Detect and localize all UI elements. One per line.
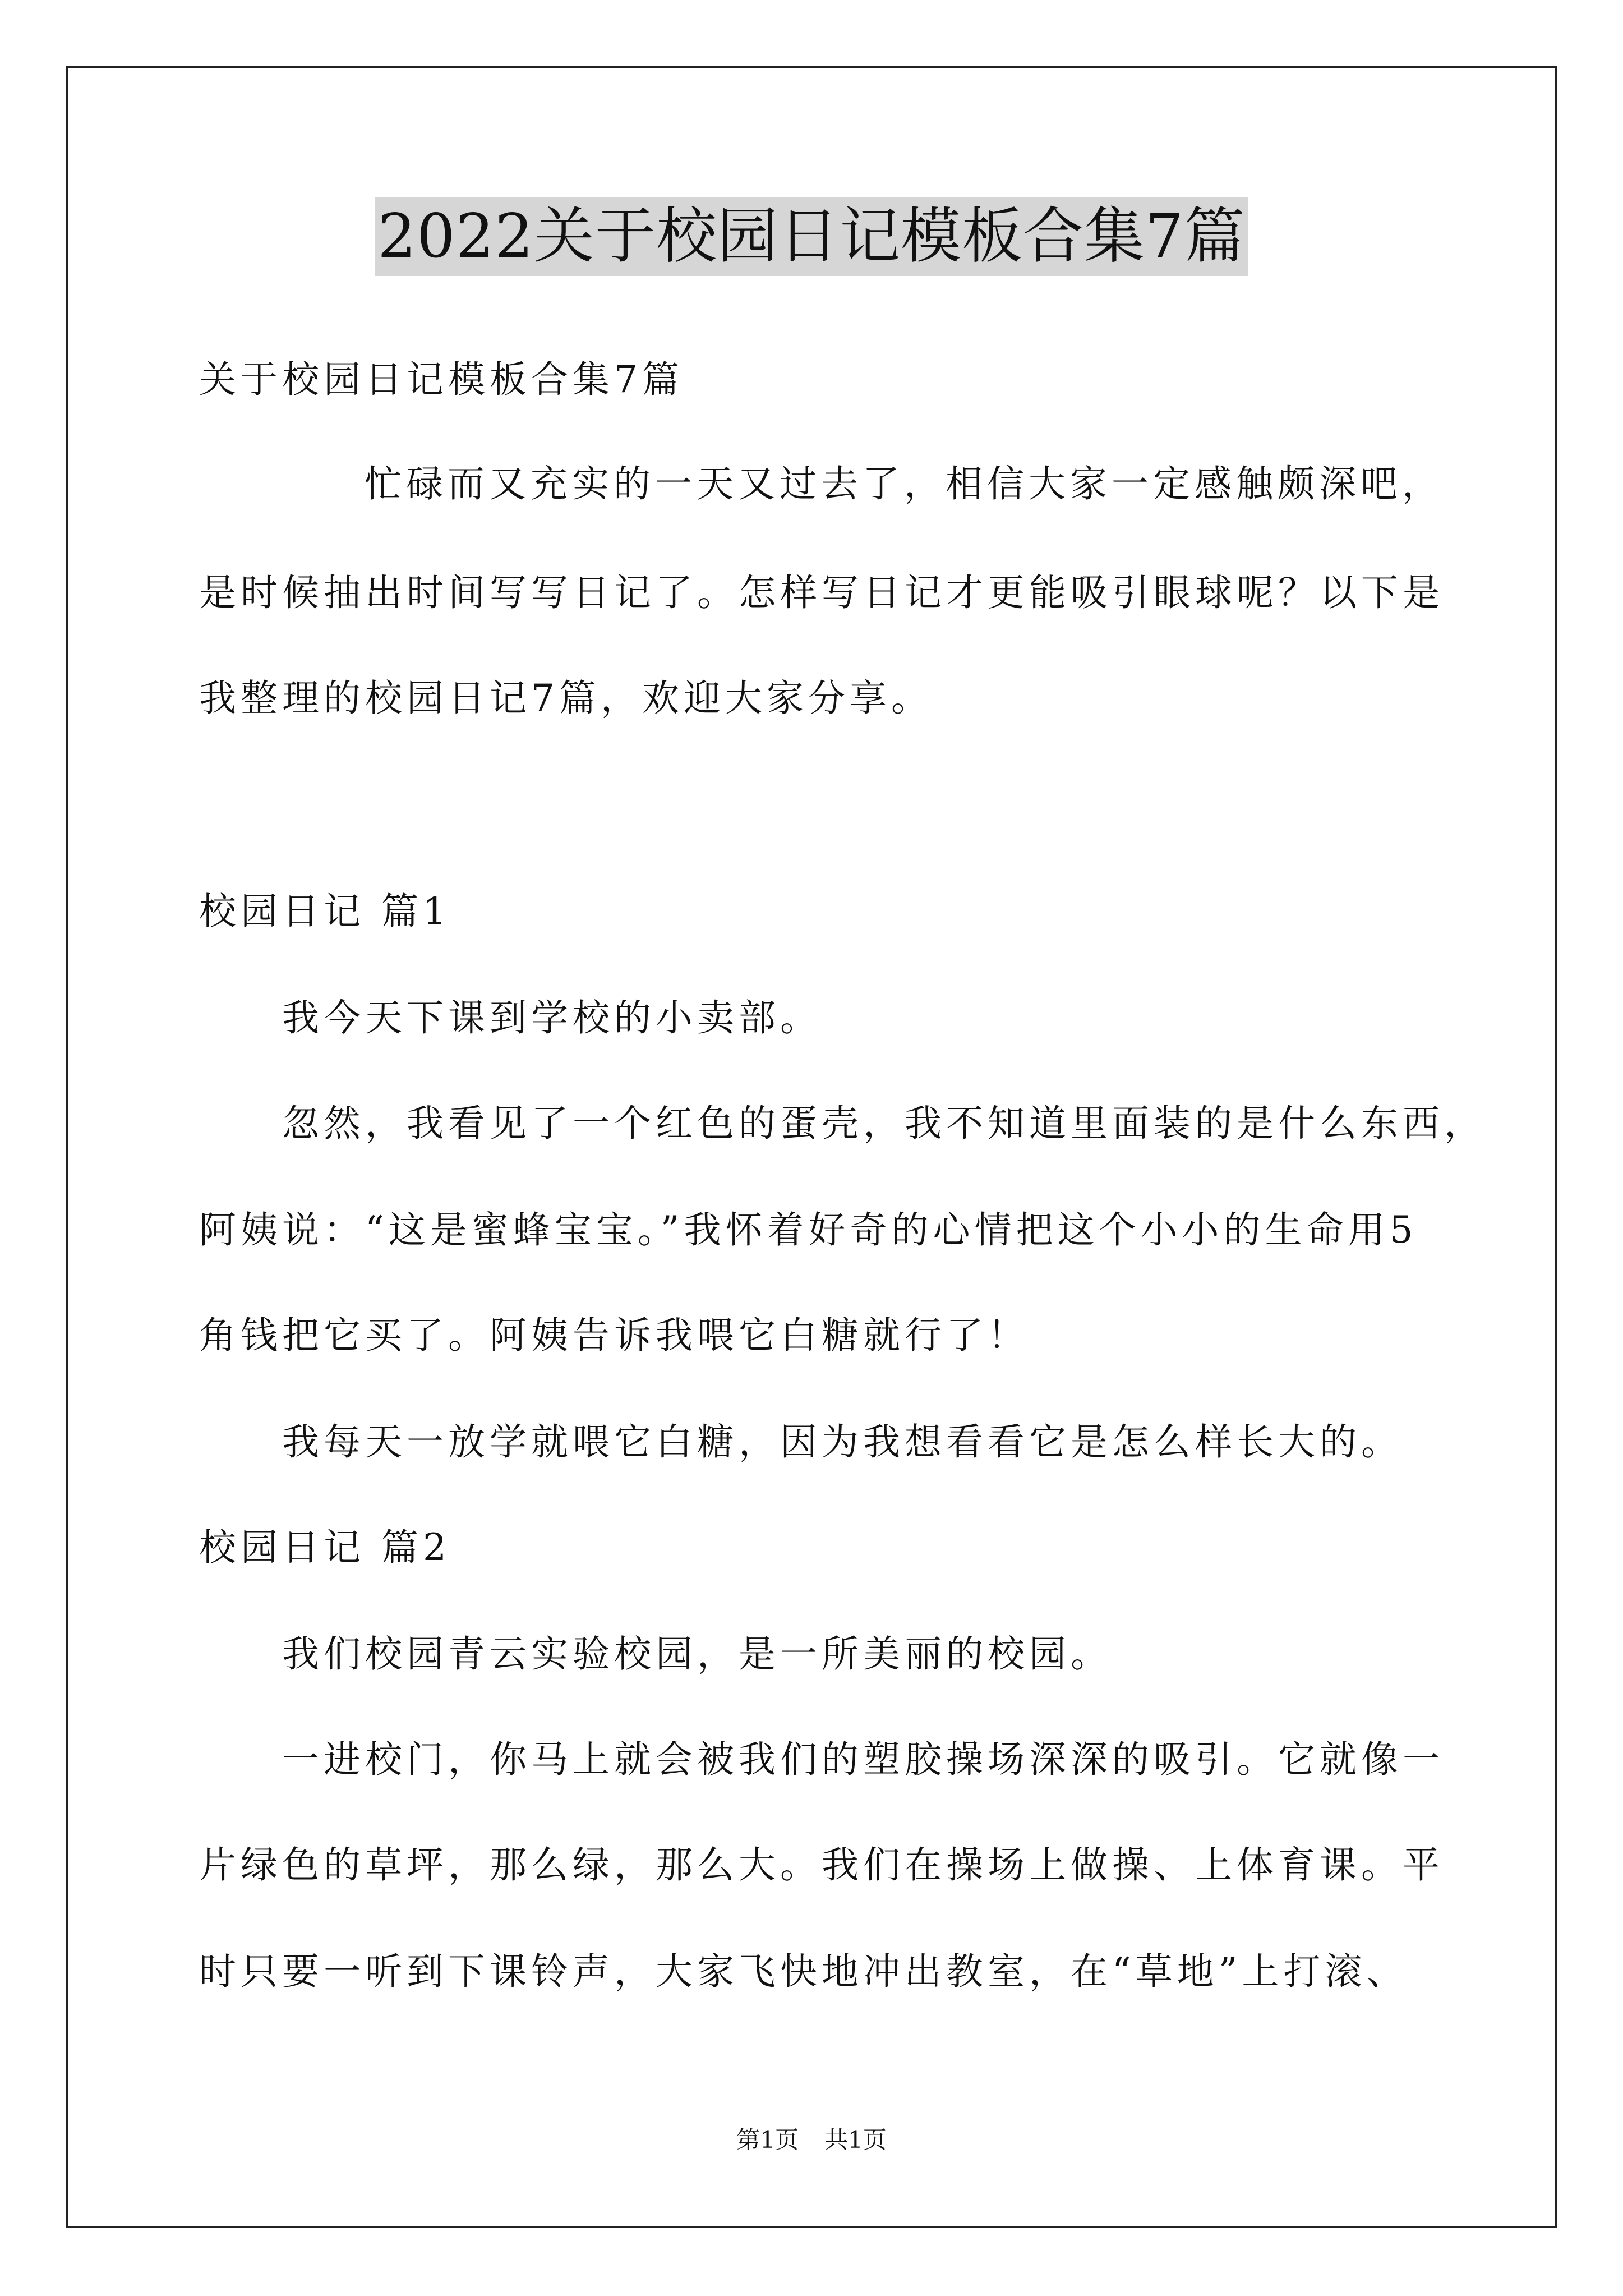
paragraph-line: 一进校门，你马上就会被我们的塑胶操场深深的吸引。它就像一	[282, 1738, 1444, 1781]
intro-line: 是时候抽出时间写写日记了。怎样写日记才更能吸引眼球呢？以下是	[199, 571, 1444, 614]
paragraph-line: 我今天下课到学校的小卖部。	[282, 996, 822, 1039]
title-container	[0, 197, 1623, 276]
paragraph-line: 忽然，我看见了一个红色的蛋壳，我不知道里面装的是什么东西，	[282, 1102, 1486, 1145]
intro-line: 忙碌而又充实的一天又过去了，相信大家一定感触颇深吧，	[365, 462, 1444, 505]
page-footer	[0, 2123, 1623, 2157]
document-subtitle: 关于校园日记模板合集7篇	[199, 358, 684, 401]
paragraph-line: 阿姨说：“这是蜜蜂宝宝。”我怀着好奇的心情把这个小小的生命用5	[199, 1208, 1418, 1251]
intro-line: 我整理的校园日记7篇，欢迎大家分享。	[199, 677, 933, 720]
section-heading: 校园日记 篇2	[199, 1526, 451, 1569]
page-total: 共1页	[824, 2126, 887, 2154]
paragraph-line: 片绿色的草坪，那么绿，那么大。我们在操场上做操、上体育课。平	[199, 1843, 1444, 1887]
paragraph-line: 我们校园青云实验校园，是一所美丽的校园。	[282, 1632, 1112, 1676]
paragraph-line: 我每天一放学就喂它白糖，因为我想看看它是怎么样长大的。	[282, 1420, 1403, 1464]
paragraph-line: 角钱把它买了。阿姨告诉我喂它白糖就行了！	[199, 1314, 1029, 1357]
paragraph-line: 时只要一听到下课铃声，大家飞快地冲出教室，在“草地”上打滚、	[199, 1950, 1408, 1993]
page-number: 第1页	[736, 2126, 799, 2154]
document-title: 2022关于校园日记模板合集7篇	[375, 197, 1248, 276]
section-heading: 校园日记 篇1	[199, 890, 451, 933]
